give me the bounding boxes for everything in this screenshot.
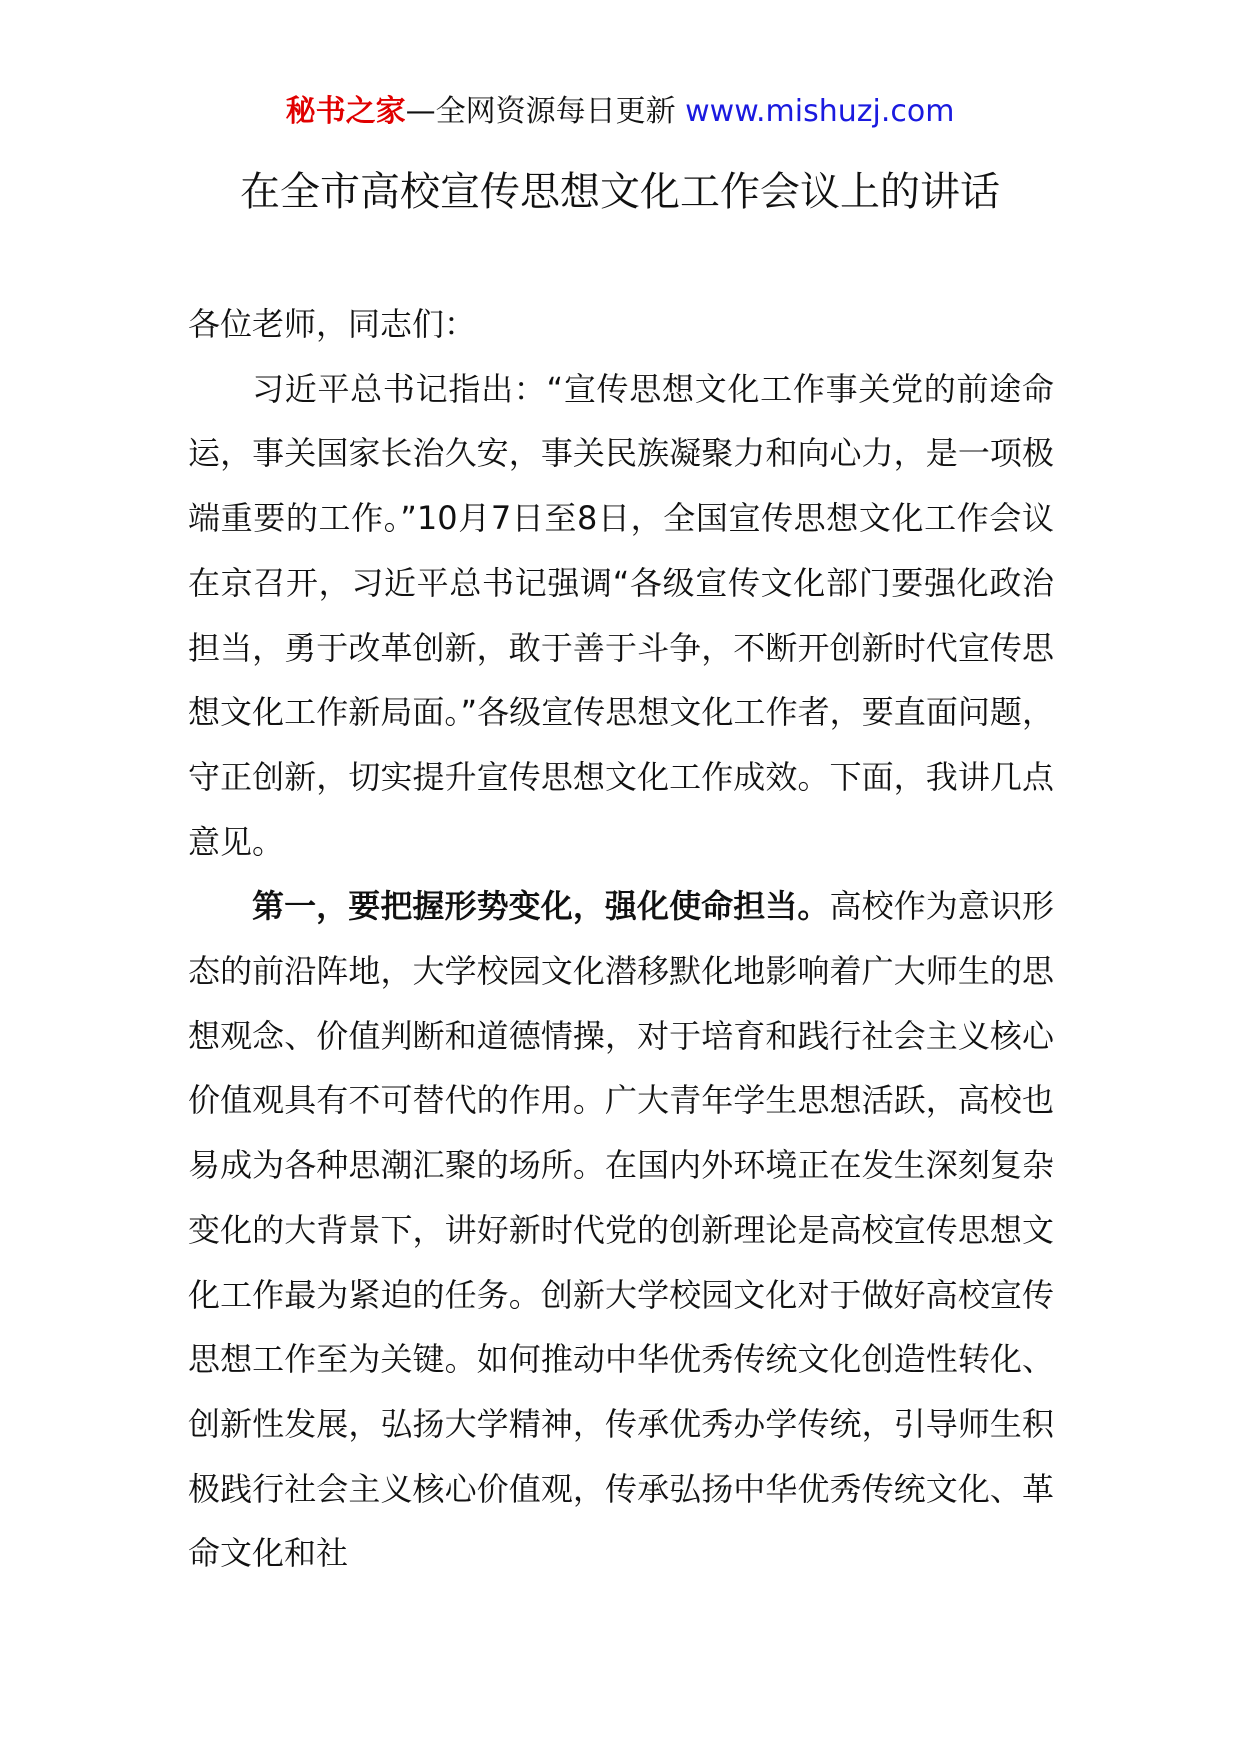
brand-name: 秘书之家 [285,94,406,129]
point-one-heading: 第一，要把握形势变化，强化使命担当。 [252,887,830,926]
paragraph-point-one [188,874,1054,1586]
paragraph-intro: 习近平总书记指出：“宣传思想文化工作事关党的前途命运，事关国家长治久安，事关民族凝聚力和向心力，是一项极端重要的工作。”10月7日至8日，全国宣传思想文化工作会议在京召开，习近平总书记强调“各级宣传文化部门要强化政治担当，勇于改革创新，敢于善于斗争，不断开创新时代宣传思想文化工作新局面。”各级宣传思想文化工作者，要直面问题，守正创新，切实提升宣传思想文化工作成效。下面，我讲几点意见。 [188,369,1054,861]
site-tagline: —全网资源每日更新 [405,94,686,129]
site-url-link[interactable]: www.mishuzj.com [685,94,955,129]
salutation: 各位老师，同志们： [188,305,477,343]
document-title: 在全市高校宣传思想文化工作会议上的讲话 [240,169,1000,215]
document-body [188,292,1054,1586]
site-header [0,92,1240,132]
point-one-text: 高校作为意识形态的前沿阵地，大学校园文化潜移默化地影响着广大师生的思想观念、价值判断和道德情操，对于培育和践行社会主义核心价值观具有不可替代的作用。广大青年学生思想活跃，高校也易成为各种思潮汇聚的场所。在国内外环境正在发生深刻复杂变化的大背景下，讲好新时代党的创新理论是高校宣传思想文化工作最为紧迫的任务。创新大学校园文化对于做好高校宣传思想工作至为关键。如何推动中华优秀传统文化创造性转化、创新性发展，弘扬大学精神，传承优秀办学传统，引导师生积极践行社会主义核心价值观，传承弘扬中华优秀传统文化、革命文化和社 [188,887,1054,1573]
